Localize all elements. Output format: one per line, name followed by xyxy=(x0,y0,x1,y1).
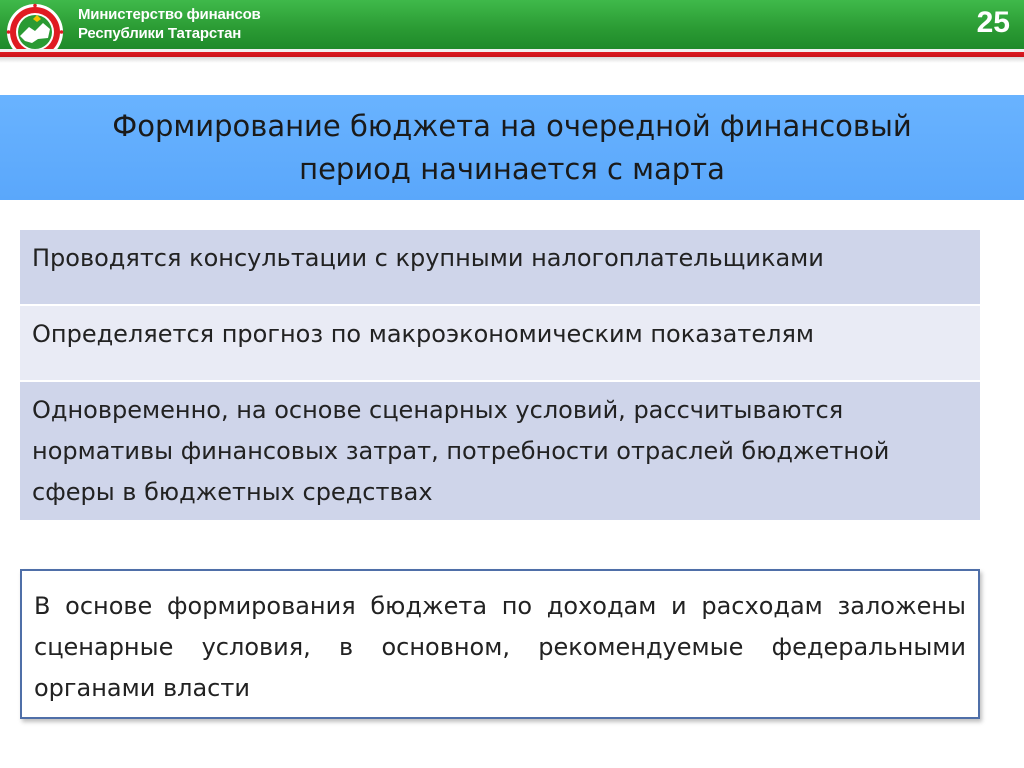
list-item: Одновременно, на основе сценарных условий, рассчитываются нормативы финансовых затрат, потребности отраслей бюджетной сферы в бюджетных средствах xyxy=(20,382,980,520)
slide-title: Формирование бюджета на очередной финансовый период начинается с марта xyxy=(112,108,912,186)
header-shadow xyxy=(0,57,1024,63)
organization-name-line1: Министерство финансов xyxy=(78,6,261,23)
note-text: В основе формирования бюджета по доходам и расходам заложены сценарные условия, в основном, рекомендуемые федеральными органами власти xyxy=(34,592,966,702)
steps-list xyxy=(20,230,980,520)
organization-name-line2: Республики Татарстан xyxy=(78,25,242,42)
list-item: Определяется прогноз по макроэкономическим показателям xyxy=(20,306,980,382)
title-band xyxy=(0,95,1024,200)
header-red-stripe xyxy=(0,49,1024,57)
list-item: Проводятся консультации с крупными налогоплательщиками xyxy=(20,230,980,306)
page-number: 25 xyxy=(976,6,1010,39)
organization-name xyxy=(78,5,261,43)
header-bar xyxy=(0,0,1024,49)
note-box xyxy=(20,569,980,719)
